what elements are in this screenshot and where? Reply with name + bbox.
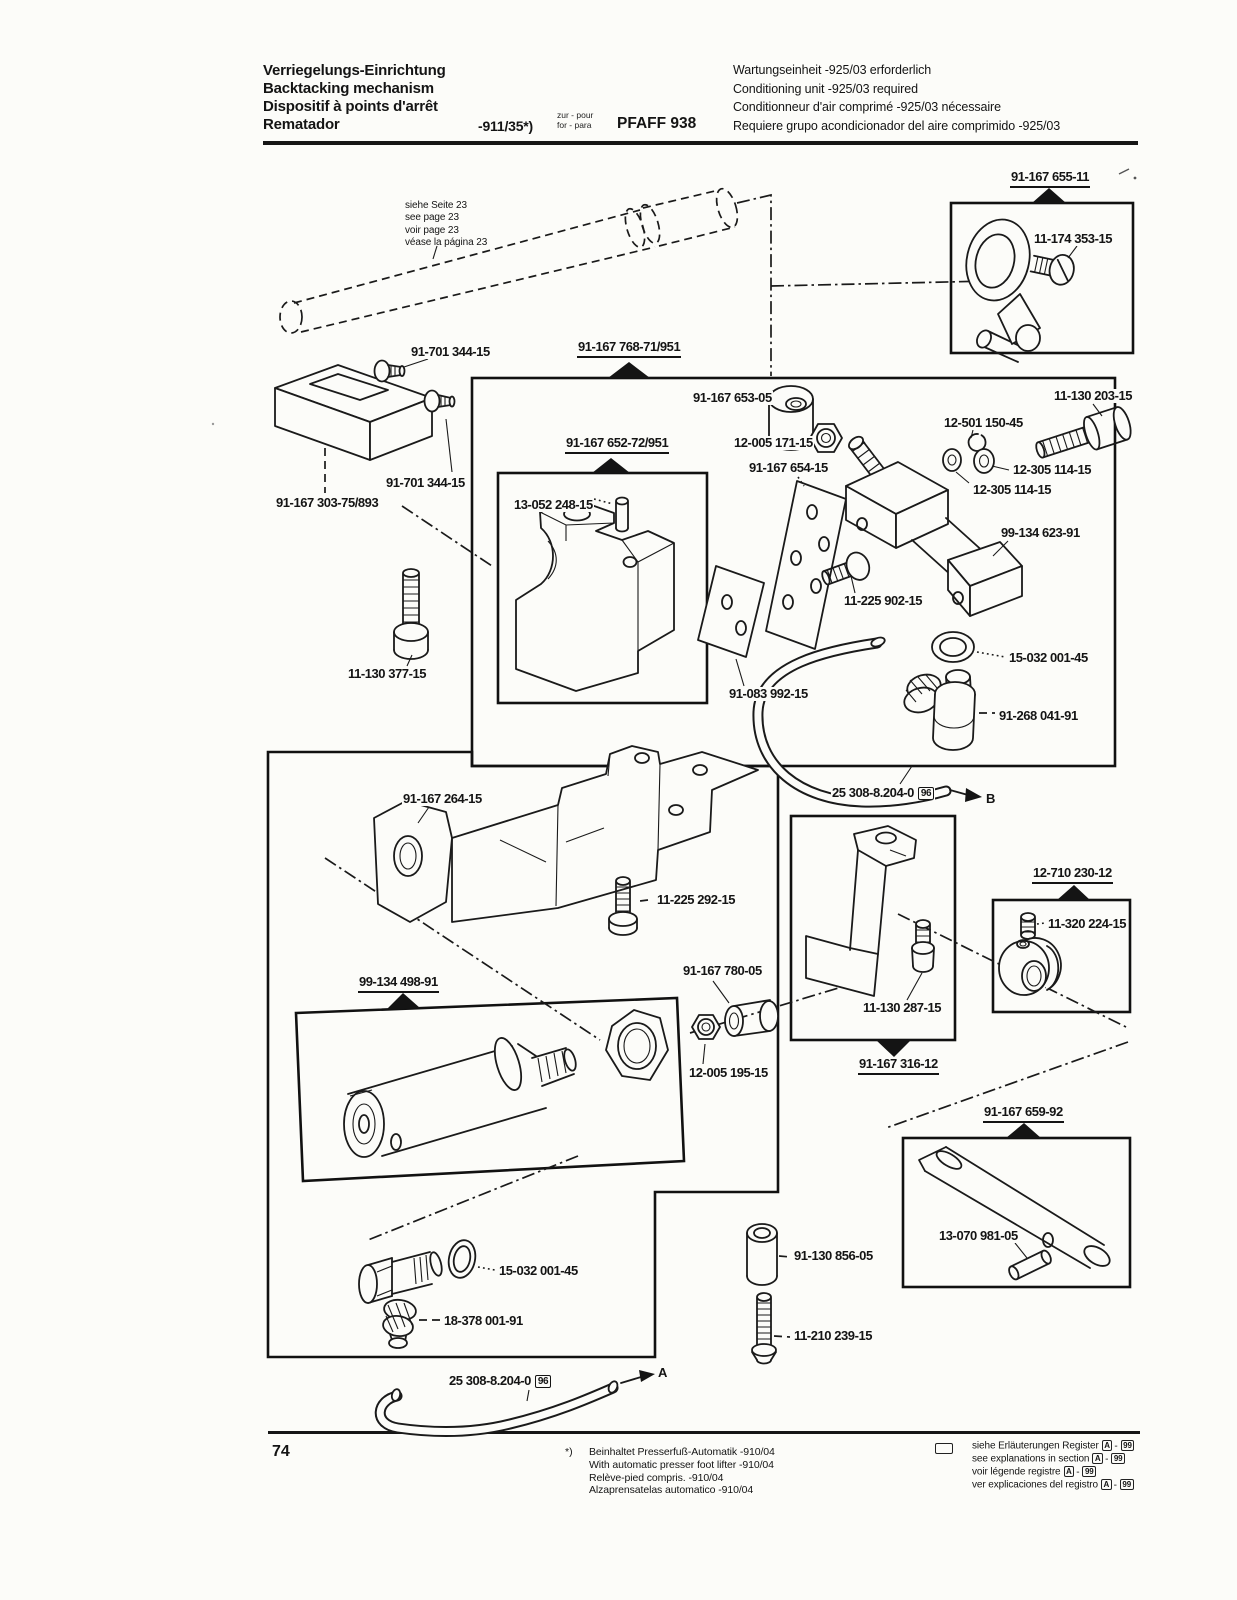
- clamp-block: [516, 498, 674, 692]
- part-number-label: 15-032 001-45: [1009, 650, 1088, 665]
- part-number-label: 91-167 652-72/951: [565, 436, 669, 454]
- screw-239-15: [752, 1293, 776, 1364]
- part-number-label: 12-005 171-15: [734, 435, 813, 450]
- register-tag: 99: [1120, 1479, 1134, 1490]
- cover-plate: [275, 365, 432, 460]
- screw-344-15-a: [375, 361, 405, 382]
- part-number-label: 91-167 316-12: [858, 1057, 939, 1075]
- hose-part-label: 25 308-8.204-0 96: [831, 786, 935, 800]
- part-number-label: 99-134 498-91: [358, 975, 439, 993]
- part-number-label: 91-701 344-15: [386, 475, 465, 490]
- part-number-label: 91-167 264-15: [403, 791, 482, 806]
- part-number-label: 15-032 001-45: [499, 1263, 578, 1278]
- hose-part-label: 25 308-8.204-0 96: [448, 1374, 552, 1388]
- title-es: Rematador: [263, 116, 340, 133]
- air-cylinder-498-91: [344, 1010, 668, 1157]
- washer-15-032-upper: [932, 632, 974, 662]
- drive-shaft-dashed: [280, 186, 741, 333]
- part-number-label: 11-210 239-15: [794, 1328, 873, 1343]
- part-number-label: 91-701 344-15: [411, 344, 490, 359]
- part-number-label: 18-378 001-91: [444, 1313, 523, 1328]
- part-number-label: 91-167 780-05: [683, 963, 762, 978]
- lever-part: [806, 826, 916, 996]
- part-number-label: 13-070 981-05: [939, 1228, 1018, 1243]
- hose-end-letter: B: [986, 791, 996, 806]
- part-number-label: 12-710 230-12: [1032, 866, 1113, 884]
- nut-171-15: [810, 424, 842, 452]
- part-number-label: 91-167 654-15: [749, 460, 828, 475]
- part-number-label: 91-167 659-92: [983, 1105, 1064, 1123]
- screw-287-15: [912, 920, 934, 972]
- fitting-268-041: [901, 670, 975, 750]
- elbow-fitting-378: [359, 1251, 444, 1348]
- pin-981-05: [1007, 1249, 1053, 1281]
- part-number-label: 11-130 203-15: [1054, 388, 1133, 403]
- part-number-label: 12-305 114-15: [1013, 462, 1092, 477]
- register-tag: A: [1064, 1466, 1075, 1477]
- spacer-780-05: [725, 1000, 778, 1036]
- rod-659-92: [919, 1147, 1113, 1270]
- register-legend: siehe Erläuterungen Register A - 99 see explanations in section A - 99 voir légende registre A - 99 ver explicaciones del registro A - 99: [972, 1440, 1134, 1492]
- title-fr: Dispositif à points d'arrêt: [263, 98, 438, 115]
- part-number-label: 91-167 653-05: [693, 390, 772, 405]
- machine-model: PFAFF 938: [617, 115, 697, 132]
- register-tag: A: [1101, 1479, 1112, 1490]
- register-tag: 99: [1111, 1453, 1125, 1464]
- hose-end-letter: A: [658, 1365, 668, 1380]
- part-number-label: 91-167 303-75/893: [276, 495, 379, 510]
- title-de: Verriegelungs-Einrichtung: [263, 62, 446, 79]
- register-tag: 99: [1082, 1466, 1096, 1477]
- nut-195-15: [692, 1015, 720, 1039]
- part-number-label: 91-167 655-11: [1010, 170, 1090, 188]
- part-number-label: 13-052 248-15: [514, 497, 593, 512]
- part-number-label: 11-320 224-15: [1048, 916, 1127, 931]
- part-number-label: 91-083 992-15: [729, 686, 808, 701]
- page-number: 74: [272, 1443, 290, 1460]
- register-tag: 99: [1121, 1440, 1135, 1451]
- washers-114-15: [943, 449, 994, 473]
- footnote-block: Beinhaltet Presserfuß-Automatik -910/04 With automatic presser foot lifter -910/04 Relève-pied compris. -910/04 Alzaprensatelas automatico -910/04: [589, 1446, 775, 1497]
- part-number-label: 12-305 114-15: [973, 482, 1052, 497]
- part-number-label: 11-225 292-15: [657, 892, 736, 907]
- part-number-label: 91-130 856-05: [794, 1248, 873, 1263]
- register-tag: 96: [918, 787, 934, 800]
- part-number-label: 12-005 195-15: [689, 1065, 768, 1080]
- stud-and-valve-623-91: [846, 434, 1022, 616]
- part-number-label: 11-174 353-15: [1034, 231, 1113, 246]
- title-en: Backtacking mechanism: [263, 80, 434, 97]
- part-number-label: 12-501 150-45: [944, 415, 1023, 430]
- air-hose-b: [758, 636, 946, 802]
- register-tag: 96: [535, 1375, 551, 1388]
- part-number-label: 11-130 377-15: [348, 666, 427, 681]
- part-number-label: 99-134 623-91: [1001, 525, 1080, 540]
- flow-arrows: [621, 788, 982, 1383]
- washer-15-032-lower: [445, 1238, 478, 1281]
- crank-part: [958, 213, 1040, 362]
- part-number-label: 11-225 902-15: [844, 593, 923, 608]
- page-reference-note: siehe Seite 23 see page 23 voir page 23 véase la página 23: [405, 200, 488, 249]
- variant-code: -911/35*): [478, 118, 534, 134]
- for-words: zur - pour for - para: [557, 110, 594, 130]
- screw-353-15: [1029, 249, 1076, 287]
- screw-377-15: [394, 569, 428, 659]
- screw-203-15: [1032, 405, 1134, 467]
- conditioning-notes: Wartungseinheit -925/03 erforderlich Conditioning unit -925/03 required Conditionneur d'air comprimé -925/03 nécessaire Requiere grupo acondicionador del aire comprimido -925/03: [733, 63, 1061, 133]
- part-number-label: 11-130 287-15: [863, 1000, 942, 1015]
- footnote-marker: *): [565, 1446, 573, 1458]
- part-number-label: 91-268 041-91: [999, 708, 1078, 723]
- plate-654-15: [766, 481, 846, 649]
- part-number-label: 91-167 768-71/951: [577, 340, 681, 358]
- register-tag: A: [1092, 1453, 1103, 1464]
- screw-344-15-b: [425, 391, 455, 412]
- sleeve-856-05: [747, 1224, 777, 1285]
- register-tag: A: [1102, 1440, 1113, 1451]
